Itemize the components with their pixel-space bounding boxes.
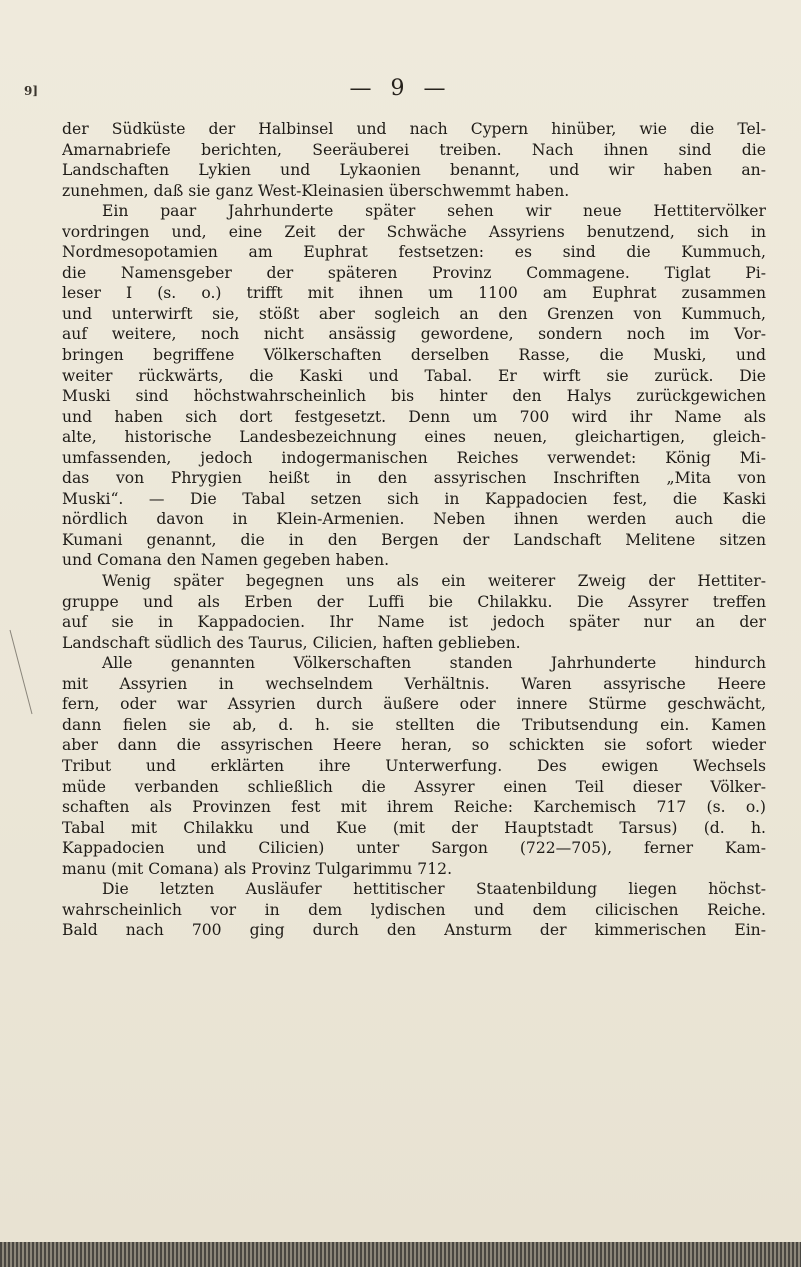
text-line: Bald nach 700 ging durch den Ansturm der kimmerischen Ein-: [62, 921, 766, 940]
text-line: Kumani genannt, die in den Bergen der Landschaft Melitene sitzen: [62, 530, 766, 549]
text-line: müde verbanden schließlich die Assyrer einen Teil dieser Völker-: [62, 777, 766, 796]
text-line: fern, oder war Assyrien durch äußere oder innere Stürme geschwächt,: [62, 695, 766, 714]
text-line: mit Assyrien in wechselndem Verhältnis. Waren assyrische Heere: [62, 674, 766, 693]
text-line: Landschaften Lykien und Lykaonien benannt, und wir haben an-: [62, 161, 766, 180]
text-line: Alle genannten Völkerschaften standen Jahrhunderte hindurch: [102, 654, 766, 673]
text-line: und unterwirft sie, stößt aber sogleich an den Grenzen von Kummuch,: [62, 304, 766, 323]
text-line: Tabal mit Chilakku und Kue (mit der Hauptstadt Tarsus) (d. h.: [62, 818, 766, 837]
text-line: Die letzten Ausläufer hettitischer Staatenbildung liegen höchst-: [102, 880, 766, 899]
text-line: Landschaft südlich des Taurus, Cilicien, haften geblieben.: [62, 633, 521, 652]
text-line: manu (mit Comana) als Provinz Tulgarimmu 712.: [62, 859, 453, 878]
text-line: zunehmen, daß sie ganz West-Kleinasien überschwemmt haben.: [62, 181, 570, 200]
text-line: Amarnabriefe berichten, Seeräuberei treiben. Nach ihnen sind die: [62, 140, 766, 159]
page-number: — 9 —: [349, 76, 452, 101]
text-line: Tribut und erklärten ihre Unterwerfung. Des ewigen Wechsels: [62, 756, 766, 775]
margin-pencil-mark: [6, 628, 36, 718]
text-line: leser I (s. o.) trifft mit ihnen um 1100 am Euphrat zusammen: [62, 284, 766, 303]
text-line: weiter rückwärts, die Kaski und Tabal. Er wirft sie zurück. Die: [62, 366, 766, 385]
text-line: Muski“. — Die Tabal setzen sich in Kappadocien fest, die Kaski: [62, 489, 766, 508]
text-line: Wenig später begegnen uns als ein weiterer Zweig der Hettiter-: [102, 572, 766, 591]
text-line: auf weitere, noch nicht ansässig gewordene, sondern noch im Vor-: [62, 325, 766, 344]
text-line: dann fielen sie ab, d. h. sie stellten die Tributsendung ein. Kamen: [62, 715, 766, 734]
text-line: schaften als Provinzen fest mit ihrem Reiche: Karchemisch 717 (s. o.): [62, 798, 766, 817]
text-line: aber dann die assyrischen Heere heran, so schickten sie sofort wieder: [62, 736, 766, 755]
body-text: [62, 119, 766, 941]
text-line: alte, historische Landesbezeichnung eines neuen, gleichartigen, gleich-: [62, 428, 766, 447]
text-line: Ein paar Jahrhunderte später sehen wir neue Hettitervölker: [102, 202, 766, 221]
text-line: wahrscheinlich vor in dem lydischen und dem cilicischen Reiche.: [62, 900, 766, 919]
scan-bottom-edge: [0, 1242, 801, 1267]
text-line: und Comana den Namen gegeben haben.: [62, 551, 390, 570]
text-line: Kappadocien und Cilicien) unter Sargon (722—705), ferner Kam-: [62, 839, 766, 858]
text-line: Muski sind höchstwahrscheinlich bis hinter den Halys zurückgewichen: [62, 387, 766, 406]
text-line: das von Phrygien heißt in den assyrischen Inschriften „Mita von: [62, 469, 766, 488]
text-line: der Südküste der Halbinsel und nach Cypern hinüber, wie die Tel-: [62, 120, 766, 138]
text-line: gruppe und als Erben der Luffi bie Chilakku. Die Assyrer treffen: [62, 592, 766, 611]
text-line: und haben sich dort festgesetzt. Denn um 700 wird ihr Name als: [62, 407, 766, 426]
text-line: nördlich davon in Klein-Armenien. Neben ihnen werden auch die: [62, 510, 766, 529]
text-line: Nordmesopotamien am Euphrat festsetzen: es sind die Kummuch,: [62, 243, 766, 262]
text-line: die Namensgeber der späteren Provinz Commagene. Tiglat Pi-: [62, 263, 766, 282]
text-line: umfassenden, jedoch indogermanischen Reiches verwendet: König Mi-: [62, 448, 766, 467]
text-line: auf sie in Kappadocien. Ihr Name ist jedoch später nur an der: [62, 613, 766, 632]
text-line: bringen begriffene Völkerschaften derselben Rasse, die Muski, und: [62, 346, 766, 365]
folio-mark: 9]: [24, 84, 39, 98]
text-line: vordringen und, eine Zeit der Schwäche Assyriens benutzend, sich in: [62, 222, 766, 241]
